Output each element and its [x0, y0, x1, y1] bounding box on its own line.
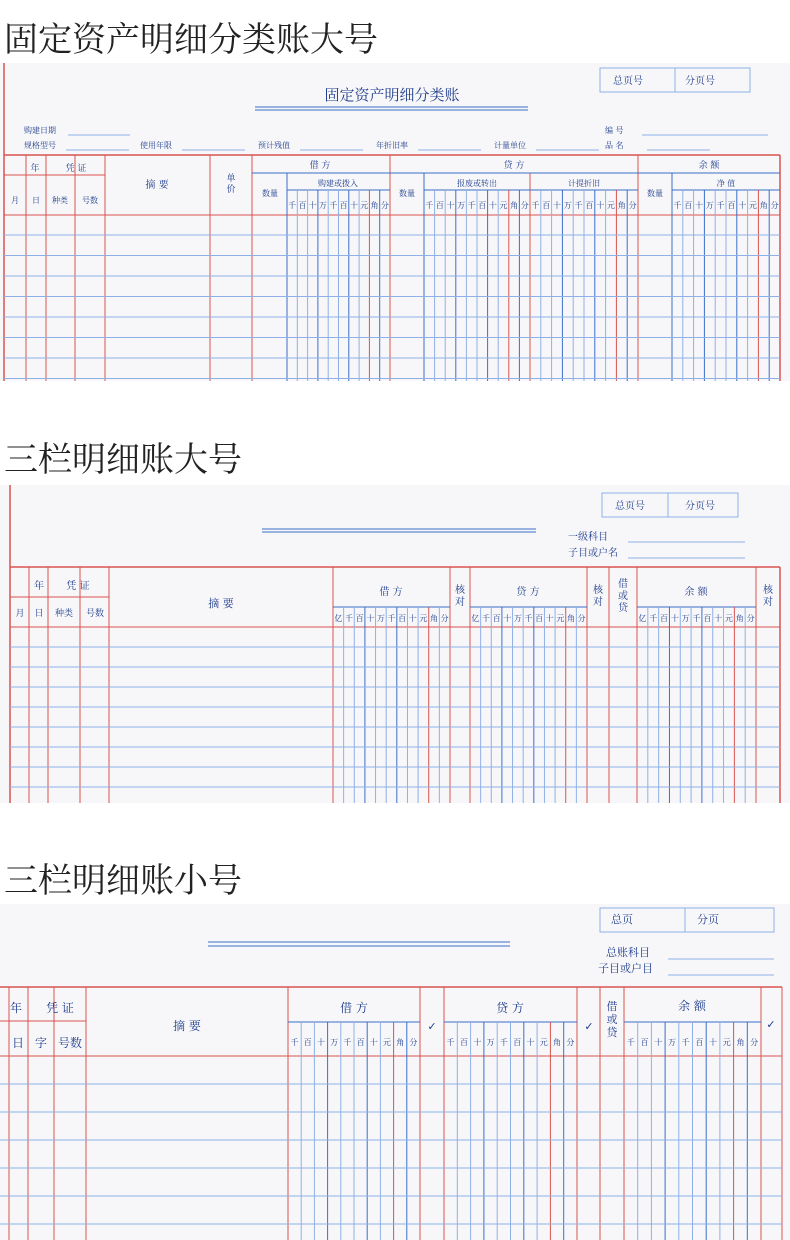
- credit-digit-label-4: 万: [513, 614, 522, 623]
- balance-digit-label-4: 万: [681, 614, 690, 623]
- fixed-asset-ledger-form: [0, 63, 790, 381]
- debit-digit-label-5: 千: [387, 614, 396, 623]
- scrap-digit-label-3: 万: [457, 201, 466, 210]
- net-digit-label-7: 元: [749, 201, 757, 210]
- credit-header: 贷 方: [516, 587, 540, 598]
- credit-digit-label-1: 百: [459, 1038, 468, 1047]
- balance-digit-label-6: 十: [709, 1038, 718, 1047]
- balance-check-header: 对: [763, 597, 773, 608]
- balance-digit-label-0: 亿: [638, 614, 647, 623]
- type-header: 种类: [52, 196, 68, 205]
- sub-page-label: 分页号: [685, 76, 715, 87]
- voucher-header: 凭 证: [46, 1001, 74, 1015]
- credit-digit-label-7: 元: [539, 1038, 548, 1047]
- scrap-digit-label-9: 分: [520, 201, 529, 210]
- year-header: 年: [34, 581, 44, 592]
- depr-digit-label-2: 十: [553, 201, 561, 210]
- net-digit-label-5: 百: [727, 201, 736, 210]
- debit-check-mark: ✓: [427, 1020, 437, 1033]
- month-header: 月: [15, 609, 25, 619]
- credit-header: 贷 方: [496, 1001, 524, 1015]
- buy-header: 购建或拨入: [318, 179, 358, 188]
- credit-digit-label-6: 百: [535, 614, 544, 623]
- scrap-digit-label-7: 元: [499, 201, 508, 210]
- dc-header: 借: [618, 579, 628, 590]
- balance-header: 余 额: [684, 587, 708, 598]
- sub-page-label: 分页号: [685, 501, 715, 512]
- buy-digit-label-1: 百: [298, 201, 307, 210]
- debit-digit-label-8: 元: [419, 614, 428, 623]
- credit-digit-label-0: 亿: [471, 614, 480, 623]
- balance-digit-label-1: 千: [649, 614, 658, 623]
- debit-digit-label-6: 十: [369, 1038, 378, 1047]
- net-digit-label-2: 十: [695, 201, 703, 210]
- meta-salvage-label: 预计残值: [258, 141, 290, 150]
- three-column-large-sheet: [0, 485, 790, 803]
- debit-digit-label-9: 分: [409, 1038, 418, 1047]
- voucher-header: 凭 证: [66, 581, 90, 592]
- type-header: 种类: [54, 609, 74, 619]
- net-digit-label-0: 千: [673, 201, 682, 210]
- net-value-header: 净 值: [716, 179, 736, 188]
- buy-digit-label-9: 分: [380, 201, 389, 210]
- balance-digit-label-0: 千: [626, 1038, 635, 1047]
- balance-digit-label-2: 百: [660, 614, 669, 623]
- depr-digit-label-1: 百: [542, 201, 551, 210]
- balance-header: 余 额: [678, 999, 706, 1013]
- debit-digit-label-2: 十: [317, 1038, 325, 1047]
- section-heading-fixed-assets: 固定资产明细分类账大号: [4, 20, 378, 60]
- total-page-label: 总页: [611, 913, 633, 926]
- buy-digit-label-6: 十: [349, 201, 358, 210]
- day-header: 日: [34, 609, 44, 619]
- debit-digit-label-9: 角: [430, 614, 439, 623]
- meta-life-label: 使用年限: [140, 141, 172, 150]
- credit-digit-label-3: 万: [486, 1038, 495, 1047]
- balance-digit-label-3: 万: [667, 1038, 676, 1047]
- balance-digit-label-5: 千: [692, 614, 701, 623]
- scrap-digit-label-1: 百: [435, 201, 444, 210]
- depr-digit-label-4: 千: [574, 201, 583, 210]
- total-page-label: 总页号: [615, 501, 645, 512]
- net-digit-label-4: 千: [716, 201, 725, 210]
- buy-digit-label-2: 十: [308, 201, 317, 210]
- depreciation-header: 计提折旧: [568, 179, 600, 188]
- credit-digit-label-4: 千: [499, 1038, 508, 1047]
- scrap-digit-label-0: 千: [425, 201, 434, 210]
- scrap-digit-label-5: 百: [478, 201, 487, 210]
- credit-digit-label-9: 分: [566, 1038, 575, 1047]
- depr-digit-label-5: 百: [585, 201, 594, 210]
- balance-check-mark: ✓: [766, 1018, 776, 1031]
- level1-label: 一级科目: [568, 532, 608, 543]
- balance-digit-label-7: 元: [722, 1038, 731, 1047]
- net-digit-label-1: 百: [684, 201, 693, 210]
- balance-digit-label-1: 百: [640, 1038, 649, 1047]
- credit-digit-label-8: 元: [556, 614, 565, 623]
- num-header: 号数: [82, 196, 98, 205]
- credit-check-header: 对: [593, 597, 603, 608]
- credit-digit-label-5: 千: [524, 614, 533, 623]
- year-header: 年: [30, 164, 40, 174]
- num-header: 号数: [85, 609, 105, 619]
- credit-check-header: 核: [593, 585, 603, 596]
- three-column-small-form: [0, 904, 790, 1240]
- credit-check-mark: ✓: [584, 1020, 594, 1033]
- debit-digit-label-4: 万: [376, 614, 385, 623]
- fixed-asset-ledger-sheet: [0, 63, 790, 381]
- num-header: 号数: [57, 1036, 83, 1050]
- credit-digit-label-6: 十: [526, 1038, 535, 1047]
- debit-digit-label-1: 百: [303, 1038, 312, 1047]
- depr-digit-label-8: 角: [617, 201, 626, 210]
- balance-check-header: 核: [763, 585, 773, 596]
- summary-header: 摘 要: [173, 1019, 201, 1033]
- year-header: 年: [9, 1001, 23, 1015]
- balance-digit-label-3: 十: [670, 614, 679, 623]
- section-heading-three-column-large: 三栏明细账大号: [4, 440, 242, 480]
- debit-digit-label-3: 十: [366, 614, 375, 623]
- balance-digit-label-8: 元: [724, 614, 733, 623]
- three-column-small-sheet: [0, 904, 790, 1240]
- net-digit-label-8: 角: [759, 201, 768, 210]
- credit-digit-label-2: 百: [492, 614, 501, 623]
- balance-digit-label-6: 百: [703, 614, 712, 623]
- credit-digit-label-7: 十: [545, 614, 554, 623]
- debit-digit-label-0: 亿: [334, 614, 343, 623]
- debit-digit-label-3: 万: [330, 1038, 339, 1047]
- net-digit-label-6: 十: [738, 201, 747, 210]
- scrap-digit-label-6: 十: [488, 201, 497, 210]
- balance-digit-label-5: 百: [695, 1038, 704, 1047]
- debit-digit-label-2: 百: [355, 614, 364, 623]
- scrap-header: 报废或转出: [457, 179, 497, 188]
- scrap-digit-label-8: 角: [510, 201, 519, 210]
- unit-price-header: 单: [226, 174, 236, 184]
- buy-digit-label-5: 百: [339, 201, 348, 210]
- depr-digit-label-6: 十: [596, 201, 605, 210]
- credit-digit-label-10: 分: [577, 614, 586, 623]
- debit-digit-label-0: 千: [290, 1038, 299, 1047]
- zi-header: 字: [34, 1036, 48, 1050]
- month-header: 月: [11, 196, 19, 205]
- balance-digit-label-7: 十: [714, 614, 723, 623]
- balance-digit-label-8: 角: [736, 1038, 745, 1047]
- dc-header: 或: [606, 1013, 618, 1026]
- debit-digit-label-5: 百: [356, 1038, 365, 1047]
- summary-header: 摘 要: [208, 597, 234, 610]
- net-digit-label-3: 万: [705, 201, 714, 210]
- subaccount-label: 子目或户名: [568, 548, 618, 559]
- debit-digit-label-7: 十: [408, 614, 417, 623]
- sub-page-label: 分页: [697, 913, 719, 926]
- balance-qty-header: 数量: [647, 189, 663, 198]
- section-heading-three-column-small: 三栏明细账小号: [4, 861, 242, 901]
- debit-header: 借 方: [379, 587, 403, 598]
- meta-spec-label: 规格型号: [24, 141, 56, 150]
- debit-digit-label-7: 元: [383, 1038, 391, 1047]
- credit-digit-label-8: 角: [553, 1038, 562, 1047]
- voucher-header: 凭 证: [65, 164, 87, 174]
- credit-digit-label-9: 角: [567, 614, 576, 623]
- day-header: 日: [11, 1036, 25, 1050]
- credit-digit-label-1: 千: [481, 614, 490, 623]
- meta-name-label: 品 名: [605, 141, 624, 150]
- meta-rate-label: 年折旧率: [376, 141, 408, 150]
- balance-digit-label-9: 分: [750, 1038, 759, 1047]
- balance-digit-label-4: 千: [681, 1038, 690, 1047]
- net-digit-label-9: 分: [770, 201, 779, 210]
- depr-digit-label-7: 元: [607, 201, 615, 210]
- unit-price-header: 价: [226, 185, 236, 195]
- build-date-label: 购建日期: [24, 126, 56, 135]
- debit-digit-label-8: 角: [396, 1038, 405, 1047]
- depr-digit-label-9: 分: [628, 201, 637, 210]
- balance-digit-label-10: 分: [746, 614, 755, 623]
- depr-digit-label-0: 千: [531, 201, 540, 210]
- ledger-title: 固定资产明细分类账: [324, 86, 460, 104]
- debit-header: 借 方: [309, 161, 331, 171]
- buy-digit-label-3: 万: [319, 201, 328, 210]
- credit-header: 贷 方: [503, 161, 525, 171]
- buy-digit-label-7: 元: [360, 201, 369, 210]
- balance-digit-label-2: 十: [654, 1038, 663, 1047]
- debit-digit-label-1: 千: [344, 614, 353, 623]
- balance-digit-label-9: 角: [735, 614, 744, 623]
- dc-header: 或: [618, 591, 628, 602]
- balance-header: 余 额: [698, 161, 720, 171]
- buy-digit-label-8: 角: [370, 201, 379, 210]
- dc-header: 贷: [606, 1026, 618, 1039]
- debit-check-header: 对: [455, 597, 465, 608]
- dc-header: 借: [606, 1000, 618, 1013]
- scrap-digit-label-2: 十: [446, 201, 455, 210]
- general-account-label: 总账科目: [606, 946, 650, 959]
- credit-qty-header: 数量: [399, 189, 415, 198]
- meta-unit-label: 计量单位: [494, 141, 526, 150]
- total-page-label: 总页号: [613, 76, 643, 87]
- subaccount-label: 子目或户目: [598, 962, 653, 975]
- debit-header: 借 方: [340, 1001, 368, 1015]
- buy-digit-label-0: 千: [288, 201, 297, 210]
- summary-header: 摘 要: [145, 180, 169, 191]
- credit-digit-label-3: 十: [503, 614, 512, 623]
- debit-digit-label-6: 百: [398, 614, 407, 623]
- buy-digit-label-4: 千: [329, 201, 338, 210]
- debit-qty-header: 数量: [262, 189, 278, 198]
- depr-digit-label-3: 万: [563, 201, 572, 210]
- dc-header: 贷: [618, 603, 628, 614]
- debit-check-header: 核: [455, 585, 465, 596]
- code-label: 编 号: [605, 126, 624, 135]
- credit-digit-label-5: 百: [513, 1038, 522, 1047]
- three-column-large-form: [0, 485, 790, 803]
- credit-digit-label-0: 千: [446, 1038, 455, 1047]
- debit-digit-label-4: 千: [343, 1038, 352, 1047]
- scrap-digit-label-4: 千: [467, 201, 476, 210]
- debit-digit-label-10: 分: [440, 614, 449, 623]
- day-header: 日: [32, 196, 40, 205]
- credit-digit-label-2: 十: [473, 1038, 482, 1047]
